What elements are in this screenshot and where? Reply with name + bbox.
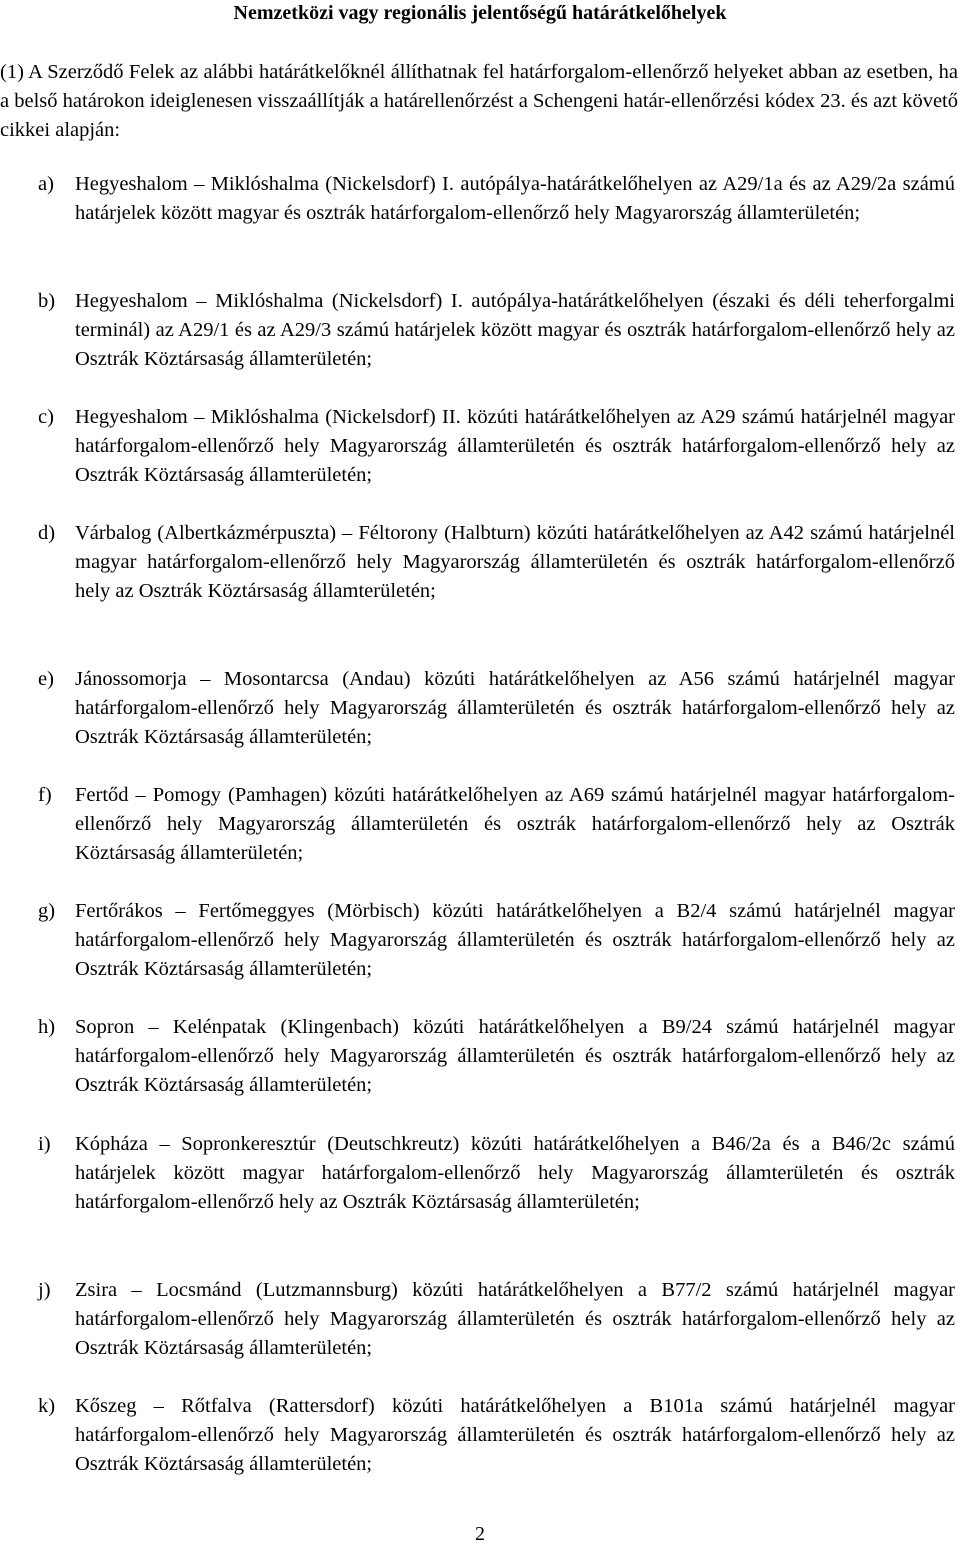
list-item-text: Sopron – Kelénpatak (Klingenbach) közúti határátkelőhelyen a B9/24 számú határjelnél magyar határforgalom-ellenőrző hely Magyarország államterületén és osztrák határforgalom-ellenőrző hely az Osztrák Köztársaság államterületén;: [75, 1016, 955, 1096]
list-item-d: [38, 519, 955, 606]
list-item-h: [38, 1013, 955, 1100]
list-item-e: [38, 665, 955, 752]
list-item-a: [38, 170, 955, 228]
list-item-text: Hegyeshalom – Miklóshalma (Nickelsdorf) II. közúti határátkelőhelyen az A29 számú határjelnél magyar határforgalom-ellenőrző hely Magyarország államterületén és osztrák határforgalom-ellenőrző hely az Osztrák Köztársaság államterületén;: [75, 406, 955, 486]
list-item-text: Zsira – Locsmánd (Lutzmannsburg) közúti határátkelőhelyen a B77/2 számú határjelnél magyar határforgalom-ellenőrző hely Magyarország államterületén és osztrák határforgalom-ellenőrző hely az Osztrák Köztársaság államterületén;: [75, 1279, 955, 1359]
list-marker: j): [38, 1279, 51, 1301]
list-marker: i): [38, 1133, 51, 1155]
list-item-g: [38, 897, 955, 984]
page-title: Nemzetközi vagy regionális jelentőségű határátkelőhelyek: [233, 2, 727, 24]
list-marker: a): [38, 173, 54, 195]
list-item-f: [38, 781, 955, 868]
list-marker: d): [38, 522, 56, 544]
list-marker: g): [38, 900, 56, 922]
list-item-text: Hegyeshalom – Miklóshalma (Nickelsdorf) I. autópálya-határátkelőhelyen az A29/1a és az A29/2a számú határjelek között magyar és osztrák határforgalom-ellenőrző hely Magyarország államterületén;: [75, 173, 955, 224]
list-marker: k): [38, 1395, 56, 1417]
list-item-text: Várbalog (Albertkázmérpuszta) – Féltorony (Halbturn) közúti határátkelőhelyen az A42 számú határjelnél magyar határforgalom-ellenőrző hely Magyarország államterületén és osztrák határforgalom-ellenőrző hely az Osztrák Köztársaság államterületén;: [75, 522, 955, 602]
page-number: 2: [475, 1523, 485, 1545]
list-item-text: Kőszeg – Rőtfalva (Rattersdorf) közúti határátkelőhelyen a B101a számú határjelnél magyar határforgalom-ellenőrző hely Magyarország államterületén és osztrák határforgalom-ellenőrző hely az Osztrák Köztársaság államterületén;: [75, 1395, 955, 1475]
list-item-text: Fertőrákos – Fertőmeggyes (Mörbisch) közúti határátkelőhelyen a B2/4 számú határjelnél magyar határforgalom-ellenőrző hely Magyarország államterületén és osztrák határforgalom-ellenőrző hely az Osztrák Köztársaság államterületén;: [75, 900, 955, 980]
list-item-j: [38, 1276, 955, 1363]
list-item-text: Jánossomorja – Mosontarcsa (Andau) közúti határátkelőhelyen az A56 számú határjelnél magyar határforgalom-ellenőrző hely Magyarország államterületén és osztrák határforgalom-ellenőrző hely az Osztrák Köztársaság államterületén;: [75, 668, 955, 748]
intro-paragraph: (1) A Szerződő Felek az alábbi határátkelőknél állíthatnak fel határforgalom-ellenőrző helyeket abban az esetben, ha a belső határokon ideiglenesen visszaállítják a határellenőrzést a Schengeni határ-ellenőrzési kódex 23. és azt követő cikkei alapján:: [0, 61, 958, 141]
list-item-text: Hegyeshalom – Miklóshalma (Nickelsdorf) I. autópálya-határátkelőhelyen (északi és déli teherforgalmi terminál) az A29/1 és az A29/3 számú határjelek között magyar és osztrák határforgalom-ellenőrző hely az Osztrák Köztársaság államterületén;: [75, 290, 955, 370]
list-item-c: [38, 403, 955, 490]
list-item-text: Fertőd – Pomogy (Pamhagen) közúti határátkelőhelyen az A69 számú határjelnél magyar határforgalom-ellenőrző hely Magyarország államterületén és osztrák határforgalom-ellenőrző hely az Osztrák Köztársaság államterületén;: [75, 784, 955, 864]
list-item-text: Kópháza – Sopronkeresztúr (Deutschkreutz) közúti határátkelőhelyen a B46/2a és a B46/2c számú határjelek között magyar határforgalom-ellenőrző hely Magyarország államterületén és osztrák határforgalom-ellenőrző hely az Osztrák Köztársaság államterületén;: [75, 1133, 955, 1213]
list-item-i: [38, 1130, 955, 1217]
list-marker: f): [38, 784, 52, 806]
list-marker: c): [38, 406, 54, 428]
list-item-k: [38, 1392, 955, 1479]
list-marker: b): [38, 290, 56, 312]
list-marker: e): [38, 668, 54, 690]
list-marker: h): [38, 1016, 56, 1038]
list-item-b: [38, 287, 955, 374]
